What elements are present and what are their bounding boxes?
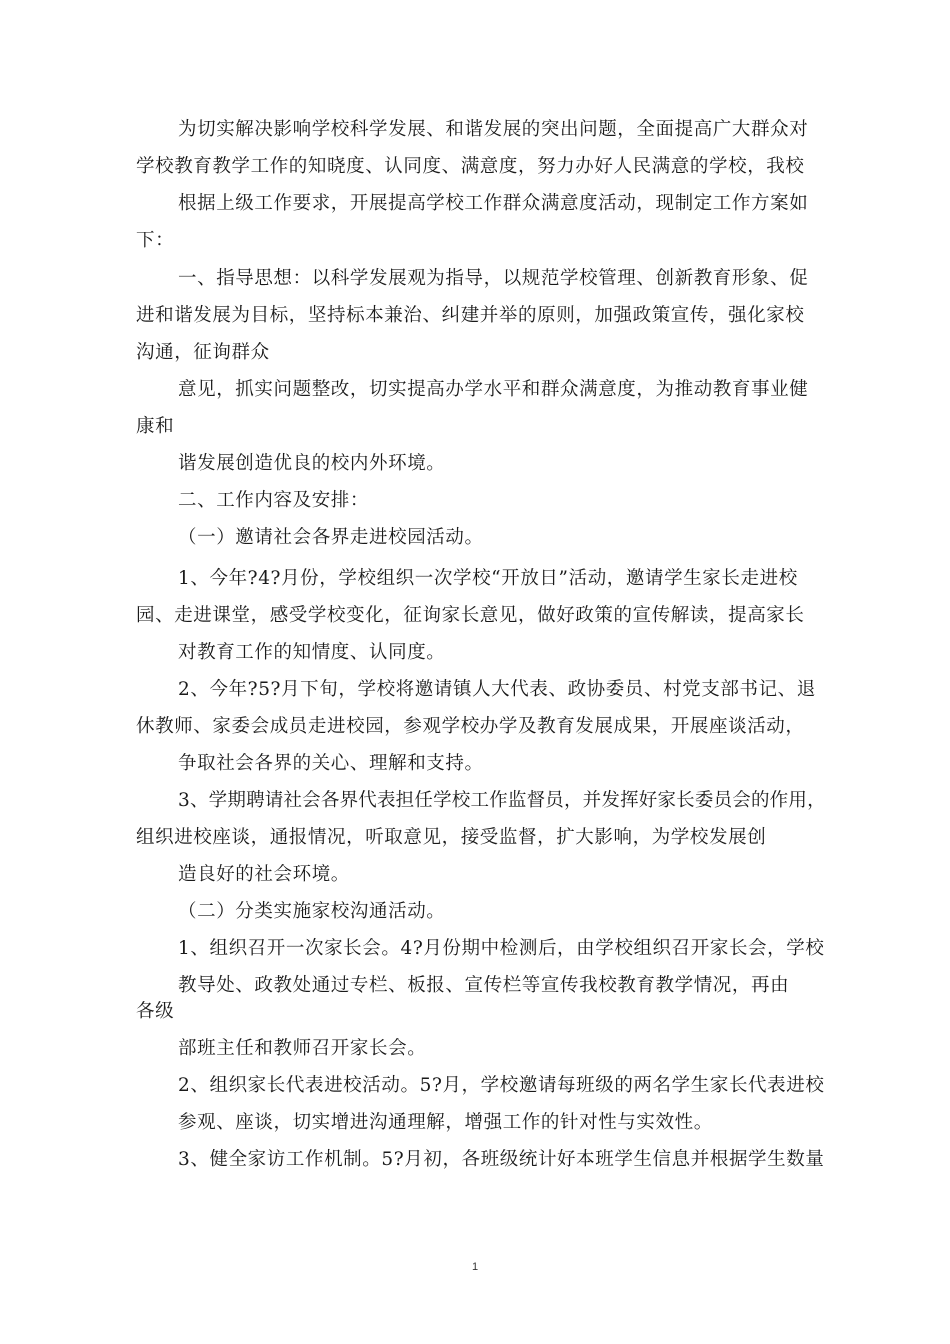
text-line: 2、组织家长代表进校活动。5?月，学校邀请每班级的两名学生家长代表进校 [178, 1075, 825, 1096]
text-line: 沟通，征询群众 [136, 342, 270, 363]
text-line: 造良好的社会环境。 [178, 864, 350, 885]
text-line: 教导处、政教处通过专栏、板报、宣传栏等宣传我校教育教学情况，再由 [178, 975, 790, 996]
text-line: 学校教育教学工作的知晓度、认同度、满意度，努力办好人民满意的学校，我校 [136, 156, 805, 177]
text-line: 一、指导思想：以科学发展观为指导，以规范学校管理、创新教育形象、促 [178, 268, 809, 289]
text-line: 根据上级工作要求，开展提高学校工作群众满意度活动，现制定工作方案如 [178, 193, 809, 214]
text-line: 康和 [136, 416, 175, 437]
text-line: 参观、座谈，切实增进沟通理解，增强工作的针对性与实效性。 [178, 1112, 713, 1133]
text-line: 进和谐发展为目标，坚持标本兼治、纠建并举的原则，加强政策宣传，强化家校 [136, 305, 805, 326]
text-line: 意见，抓实问题整改，切实提高办学水平和群众满意度，为推动教育事业健 [178, 379, 809, 400]
text-line: 3、学期聘请社会各界代表担任学校工作监督员，并发挥好家长委员会的作用， [178, 790, 826, 811]
subsection-heading: （二）分类实施家校沟通活动。 [178, 901, 446, 922]
text-line: 各级 [136, 1001, 175, 1022]
text-line: 2、今年?5?月下旬，学校将邀请镇人大代表、政协委员、村党支部书记、退 [178, 679, 816, 700]
text-line: 争取社会各界的关心、理解和支持。 [178, 753, 484, 774]
text-line: 园、走进课堂，感受学校变化，征询家长意见，做好政策的宣传解读，提高家长 [136, 605, 805, 626]
text-line: 组织进校座谈，通报情况，听取意见，接受监督，扩大影响，为学校发展创 [136, 827, 767, 848]
text-line: 1、今年?4?月份，学校组织一次学校“开放日”活动，邀请学生家长走进校 [178, 568, 798, 589]
page-number: 1 [471, 1261, 479, 1273]
section-heading: 二、工作内容及安排： [178, 490, 370, 511]
text-line: 1、组织召开一次家长会。4?月份期中检测后，由学校组织召开家长会，学校 [178, 938, 825, 959]
text-line: 下： [136, 230, 175, 251]
text-line: 休教师、家委会成员走进校园，参观学校办学及教育发展成果，开展座谈活动， [136, 716, 805, 737]
text-line: 谐发展创造优良的校内外环境。 [178, 453, 446, 474]
text-line: 3、健全家访工作机制。5?月初，各班级统计好本班学生信息并根据学生数量 [178, 1149, 825, 1170]
text-line: 为切实解决影响学校科学发展、和谐发展的突出问题，全面提高广大群众对 [178, 119, 809, 140]
subsection-heading: （一）邀请社会各界走进校园活动。 [178, 527, 484, 548]
text-line: 对教育工作的知情度、认同度。 [178, 642, 446, 663]
text-line: 部班主任和教师召开家长会。 [178, 1038, 427, 1059]
